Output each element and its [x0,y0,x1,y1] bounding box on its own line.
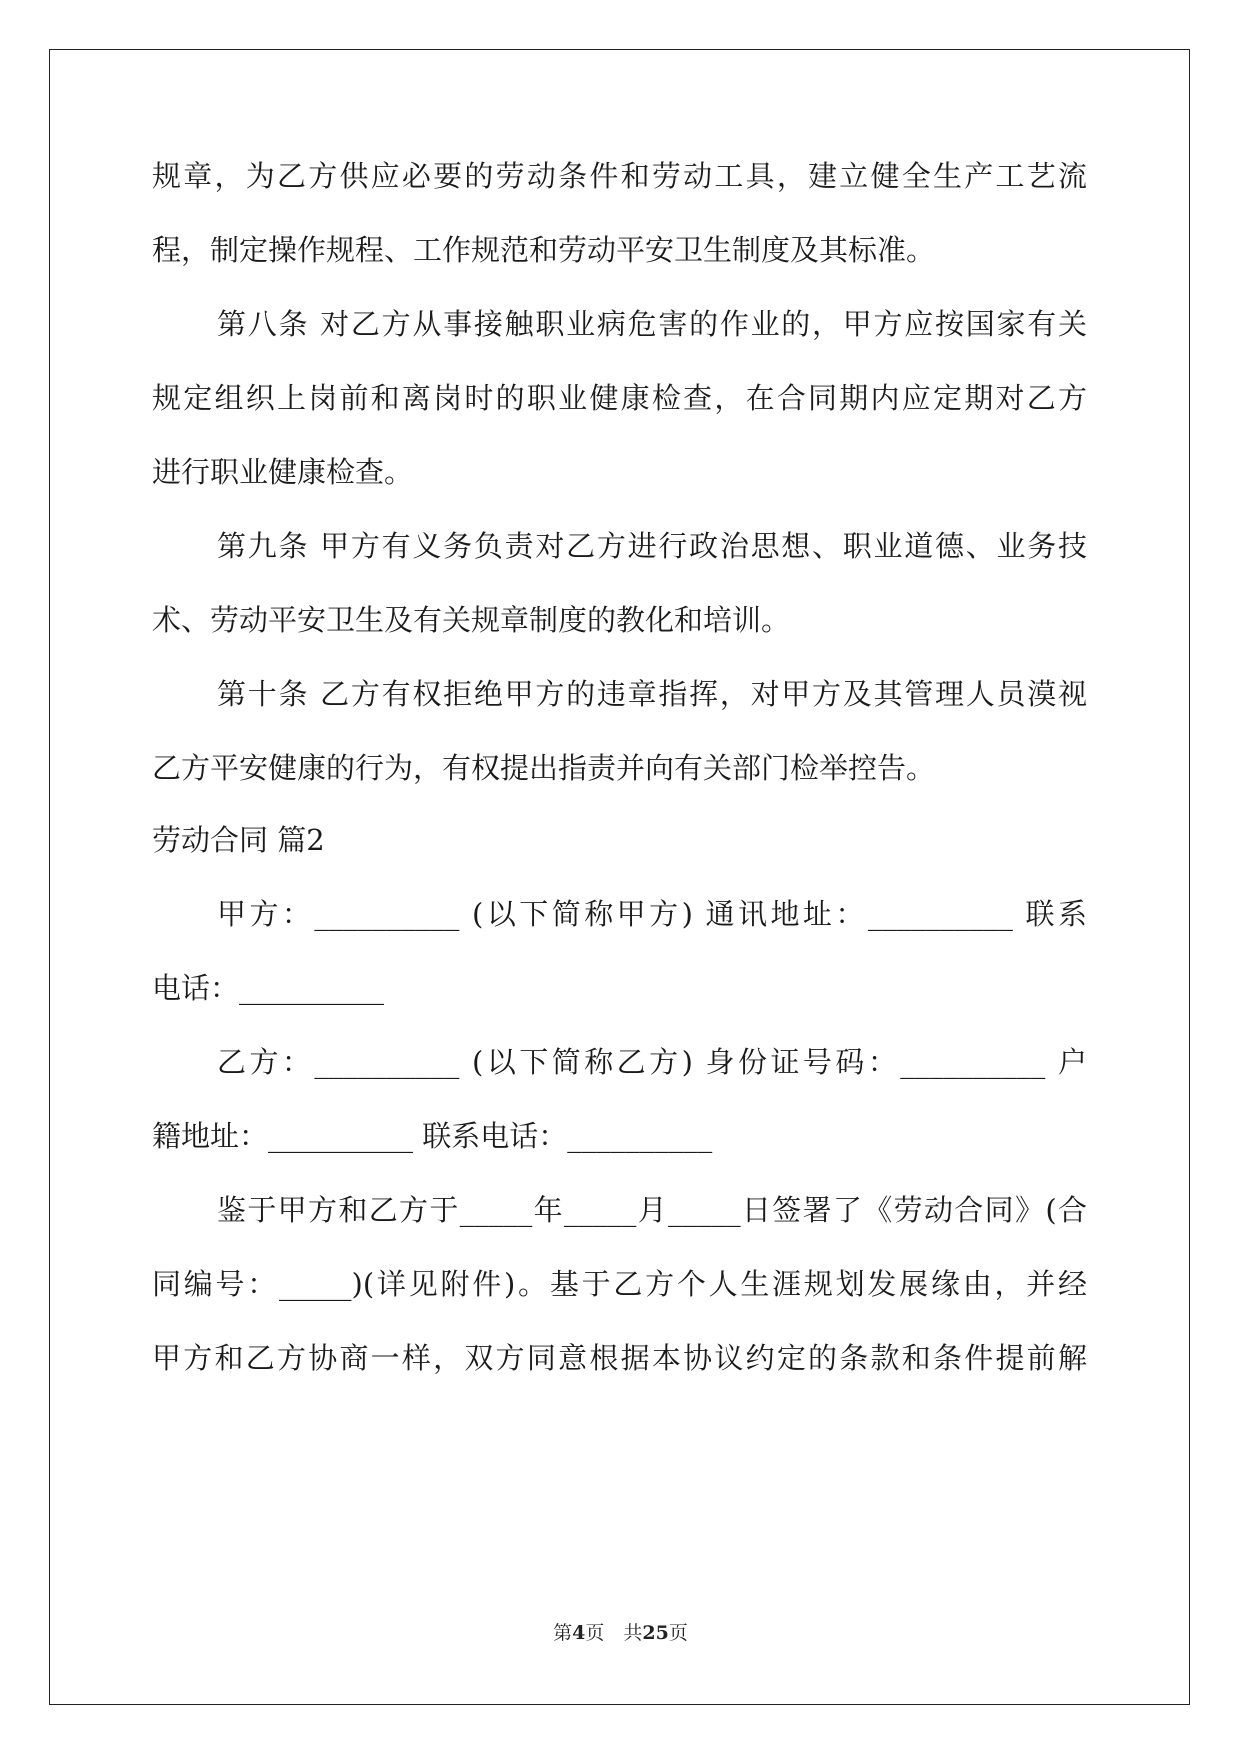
text-line: 同编号：_____)(详见附件)。基于乙方个人生涯规划发展缘由，并经 [152,1267,1087,1301]
text-line: 规章，为乙方供应必要的劳动条件和劳动工具，建立健全生产工艺流 [152,159,1087,193]
footer-prefix: 第 [553,1622,573,1644]
text-line: 甲方和乙方协商一样，双方同意根据本协议约定的条款和条件提前解 [152,1341,1087,1375]
text-line: 进行职业健康检查。 [152,455,414,489]
article-10-line: 第十条 乙方有权拒绝甲方的违章指挥，对甲方及其管理人员漠视 [217,677,1087,711]
footer-suffix: 页 [668,1622,688,1644]
page-footer [0,1618,1241,1645]
section-heading: 劳动合同 篇2 [152,823,325,857]
page-border [49,49,1190,1705]
recital-line: 鉴于甲方和乙方于_____年_____月_____日签署了《劳动合同》(合 [217,1193,1087,1227]
article-8-line: 第八条 对乙方从事接触职业病危害的作业的，甲方应按国家有关 [217,307,1087,341]
party-a-line: 甲方：__________ (以下简称甲方) 通讯地址：__________ 联系 [217,897,1087,931]
text-line: 规定组织上岗前和离岗时的职业健康检查，在合同期内应定期对乙方 [152,381,1087,415]
footer-mid: 页 共 [585,1622,643,1644]
text-line: 籍地址：__________ 联系电话：__________ [152,1119,713,1153]
total-page-number: 25 [642,1622,669,1644]
party-b-line: 乙方：__________ (以下简称乙方) 身份证号码：__________ 户 [217,1045,1087,1079]
text-line: 术、劳动平安卫生及有关规章制度的教化和培训。 [152,603,791,637]
current-page-number: 4 [572,1622,586,1644]
text-line: 程，制定操作规程、工作规范和劳动平安卫生制度及其标准。 [152,233,936,267]
text-line: 电话：__________ [152,971,385,1005]
text-line: 乙方平安健康的行为，有权提出指责并向有关部门检举控告。 [152,751,936,785]
article-9-line: 第九条 甲方有义务负责对乙方进行政治思想、职业道德、业务技 [217,529,1087,563]
